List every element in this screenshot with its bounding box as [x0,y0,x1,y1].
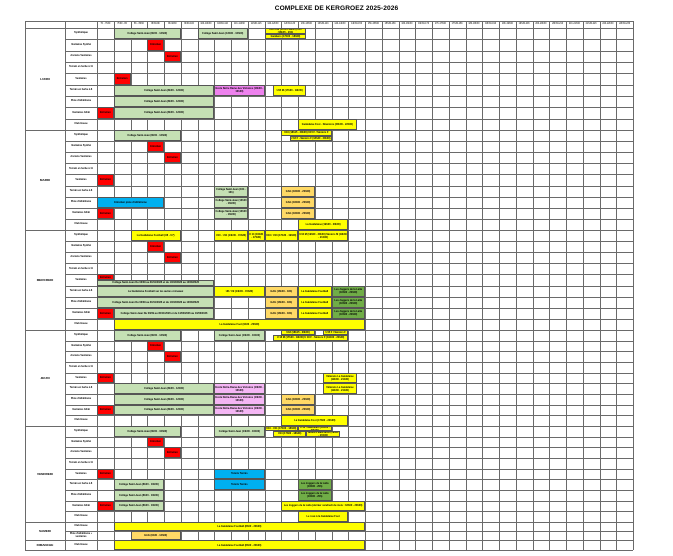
booking-block[interactable]: Vétérans La Guidelaise (19h30 - 21h30) [323,373,357,384]
booking-block[interactable]: Ecole Notre-Dame des Victoires (13h30 - 16h30) [214,394,264,405]
page-title: COMPLEXE DE KERGROEZ 2025-2026 [274,5,399,12]
row-label: Club House [74,542,88,546]
time-header: 9h30-10h [184,23,194,25]
booking-block[interactable]: Collège Saint-Jean (13h00 - 16h00) [214,330,264,341]
booking-block[interactable]: GAG (18h00 - 20h00) [281,405,315,416]
booking-block[interactable]: Collège Saint-Jean (8h00 - 12h00) [114,383,215,394]
booking-block[interactable]: Collège Saint-Jean (8h00 - 12h00) [114,394,215,405]
booking-block[interactable]: Collège Saint-Jean (8h00 - 12h00) [114,405,215,416]
booking-block[interactable]: Entretien [164,51,181,62]
time-header: 8h30-9h [151,23,160,25]
booking-block[interactable]: Les Joggers de la Laïta (18h00 - 20h) [298,479,332,490]
row-label: Club House [74,524,88,528]
row-label: Vestiaires Synthé [71,42,91,46]
row-label: Terrain en herbe à 8 [69,188,93,192]
booking-block[interactable]: Entretien [114,73,131,84]
booking-block[interactable]: Entretien [147,341,164,352]
row-label: Piste d'athlétisme [70,99,92,103]
booking-block[interactable]: Les Joggers de la Laïta (dernier vendredi du mois : 18h00 - 20h00) [281,501,365,512]
row-label: Anciens Vestiaires [70,53,92,57]
booking-block[interactable]: U10 - U11 (14h00 - 15h30) [214,230,248,241]
booking-block[interactable]: U 18 F - Séniors F (18h30 - 20h30) [290,136,331,140]
booking-block[interactable]: La Guidelaise Football [298,286,332,297]
booking-block[interactable]: Ecole Notre-Dame des Victoires (13h30 - 16h30) [214,383,264,394]
time-header: 14h30-15h [351,23,363,25]
time-header: 13h30-14h [317,23,329,25]
grid-line [466,21,467,550]
booking-block[interactable]: Vétérans La Guidelaise (19h30 - 21h30) [323,383,357,394]
booking-block[interactable]: Collège Saint-Jean Du 03/09 au 30/11/2026 et du 14/03/2026 au 10/06/2026 [97,280,214,286]
booking-block[interactable]: Collège Saint-Jean Du 03/09 au 30/11/2026 et du 14/03/2026 au 10/06/2026 [97,297,214,308]
time-header: 22h-22h30 [602,23,614,25]
booking-block[interactable]: Ecole Notre Dame des Victoires (13h30 - 16h30) [214,85,264,96]
booking-block[interactable]: Les Joggers de la Laïta (18h00 - 20h00) [332,308,366,319]
row-label: Vestiaires [75,471,87,475]
grid-line [499,21,500,550]
booking-block[interactable]: Entretien [147,437,164,448]
grid-line [25,550,633,551]
row-label: Synthétique [74,31,88,35]
row-label: Piste d'athlétisme [70,199,92,203]
row-label: Terrain en herbe à 8 [69,482,93,486]
booking-block[interactable]: Entretien [97,501,114,512]
booking-block[interactable]: GAG (18h00 - 20h00) [281,394,315,405]
row-label: Piste d'athlétisme [70,396,92,400]
booking-block[interactable]: U15 M (17h30 - 19h00) [273,85,307,96]
booking-block[interactable]: U16 / U13 (17h30 - 19h00) [265,230,299,241]
row-label: Synthétique [74,233,88,237]
row-label: Vestiaires Synthé [71,439,91,443]
row-label: Piste d'athlétisme + vestiaires [69,531,93,538]
grid-line [65,21,66,550]
row-label: Vestiaires Athlé [72,503,90,507]
booking-block[interactable]: Entretien [97,274,114,280]
time-header: 7h30 - 8h [117,23,127,25]
booking-block[interactable]: La Guidelaise Foot (9h30 - 20h00) [114,319,365,330]
booking-block[interactable]: U 16 - Masculins (18h00 - 20h00) [299,426,330,432]
time-header: 20h-20h30 [535,23,547,25]
booking-block[interactable]: Collège Saint-Jean (8h00 - 12h00) [114,107,215,118]
booking-block[interactable]: U18 (18h15 - 20h00) [281,330,315,335]
row-label: Terrain en herbe à 11 [69,266,93,270]
row-label: Club House [74,222,88,226]
booking-block[interactable]: U8 / U9 (14h00 - 15h30) [214,286,264,297]
booking-block[interactable]: Le rosé à la Guidelaise Foot [298,511,348,522]
booking-block[interactable]: Collège Saint-Jean Du 03/09 au 30/11/2026 et du 14/03/2026 au 10/06/2026 [114,308,215,319]
time-header: 16h-16h30 [401,23,413,25]
booking-block[interactable]: Collège Saint-Jean (8h00 - 12h00) [114,96,215,107]
time-header: 8h - 8h30 [134,23,144,25]
booking-block[interactable]: La Guidelaise Football (8h00 - 20h00) [114,540,365,550]
booking-block[interactable]: Entretien [97,308,114,319]
time-header: 9h-9h30 [168,23,177,25]
booking-block[interactable]: GAG (16h30 - 18h) [265,308,299,319]
grid-line [399,21,400,550]
row-label: Anciens Vestiaires [70,155,92,159]
row-label: Piste d'athlétisme [70,492,92,496]
time-header: 10h30-11h [217,23,229,25]
row-label: Club House [74,514,88,518]
grid-line [415,21,416,550]
booking-block[interactable]: Collège Saint-Jean (8h00 - 10h00) [114,490,164,501]
booking-block[interactable]: Entretien piste d'athlétisme [97,197,164,208]
booking-block[interactable]: Séniors Masculins (19h00 - 20h00) [307,431,339,437]
grid-line [382,21,383,550]
time-header: 14h-14h30 [334,23,346,25]
grid-line [600,21,601,550]
day-label: LUNDI [40,77,50,81]
booking-block[interactable]: Collège Saint-Jean (8h00 - 12h00) [114,130,181,141]
booking-block[interactable]: Entretien [147,141,164,152]
day-label: JEUDI [40,376,50,380]
time-header: 16h30-17h [418,23,430,25]
day-label: SAMEDI [38,529,52,533]
time-header: 21h-21h30 [568,23,580,25]
row-label: Vestiaires [75,277,87,281]
booking-block[interactable]: La Guidelaise Football [298,308,332,319]
row-label: Vestiaires Athlé [72,310,90,314]
booking-block[interactable]: Entretien [97,174,114,185]
row-label: Vestiaires [75,177,87,181]
booking-block[interactable]: Guidelaise Foot - Réunions (20h00 - 22h00) [298,119,357,130]
booking-block[interactable]: Entretien [164,447,181,458]
booking-block[interactable]: GAG (16h30 - 18h) [265,297,299,308]
booking-block[interactable]: GAG (18h00 - 20h00) [281,197,315,208]
booking-block[interactable]: La Guidelaise Football (U8 - U7) [131,230,181,241]
booking-block[interactable]: Gardiens (17h00 - 18h00) [265,34,307,40]
row-label: Club House [74,322,88,326]
booking-block[interactable]: U 14 (16h30 - 17h30) [248,230,265,241]
row-label: Terrain en herbe à 8 [69,87,93,91]
booking-block[interactable]: Entretien [164,152,181,163]
booking-block[interactable]: Collège Saint-Jean (13h00 - 16h00) [214,208,248,219]
booking-block[interactable]: La Guidelaise Foot (17h00 - 22h00) [281,415,348,426]
time-header: 22h30-23h [619,23,631,25]
booking-block[interactable]: Collège Saint-Jean (8h00 - 10h00) [114,479,164,490]
time-header: 19h30-20h [518,23,530,25]
grid-line [432,21,433,550]
day-label: VENDREDI [37,472,53,476]
row-label: Terrain en herbe à 11 [69,65,93,69]
booking-block[interactable]: Collège Saint-Jean (14h00 - 16h00) [214,426,264,437]
booking-block[interactable]: Les Joggers de la Laïta (18h00 - 20h00) [332,286,366,297]
booking-block[interactable]: GAG (9h30 - 12h00) [131,531,181,540]
booking-block[interactable]: Les Joggers de la Laïta (18h00 - 20h00) [332,297,366,308]
booking-block[interactable]: La Guidelaise (19h00 - 20h00) [298,219,348,230]
grid-line [25,21,26,550]
booking-block[interactable]: Les Joggers de la Laïta (18h00 - 20h) [298,490,332,501]
booking-block[interactable]: GAG (16h30 - 18h) [265,286,299,297]
time-header: 15h-15h30 [367,23,379,25]
booking-block[interactable]: Entretien [164,252,181,263]
grid-line [25,21,633,22]
booking-block[interactable]: Entretien [164,351,181,362]
booking-block[interactable]: U12-U13 (17h15-18h45) U11 (18h45 - 20h) [265,28,307,34]
booking-block[interactable]: Collège Saint-Jean (8h00 - 10h00) [114,426,181,437]
booking-block[interactable]: Collège Saint-Jean (8h00 - 12h00) [114,85,215,96]
time-header: 10h-10h30 [200,23,212,25]
row-label: Vestiaires Synthé [71,343,91,347]
booking-block[interactable]: Collège Saint-Jean (16h - 16h) [214,186,248,197]
grid-line [616,21,617,550]
time-header: 15h30-16h [384,23,396,25]
time-header: 20h30-21h [552,23,564,25]
booking-block[interactable]: U15 F / Séniors F [323,330,348,335]
row-label: Vestiaires Synthé [71,144,91,148]
booking-block[interactable]: Collège Saint-Jean (8h00 - 12h00) [114,28,181,39]
time-header: 12h30-13h [284,23,296,25]
grid-line [449,21,450,550]
booking-block[interactable]: Entretien [97,469,114,480]
row-label: Terrain en herbe à 11 [69,166,93,170]
row-label: Terrain en herbe à 8 [69,386,93,390]
grid-line [583,21,584,550]
time-header: 11h-11h30 [234,23,245,25]
booking-block[interactable]: U 18 M (17h30 - 19h00) U 18 F - Séniors F (19h00 - 20h30) [273,335,348,340]
time-header: 19h-19h30 [501,23,513,25]
booking-block[interactable]: Entretien [97,208,114,219]
row-label: Synthétique [74,332,88,336]
grid-line [516,21,517,550]
row-label: Vestiaires Athlé [72,407,90,411]
grid-line [566,21,567,550]
booking-block[interactable]: Entretien [147,39,164,50]
grid-line [549,21,550,550]
booking-block[interactable]: La Guidelaise Football sur les autres créneaux [97,286,214,297]
row-label: Terrain en herbe à 11 [69,364,93,368]
time-header: 11h30-12h [250,23,262,25]
row-label: Vestiaires Athlé [72,210,90,214]
booking-block[interactable]: Collège Saint-Jean (13h00 - 16h00) [198,28,248,39]
row-label: Synthétique [74,133,88,137]
row-label: Club House [74,121,88,125]
day-label: DIMANCHE [36,543,54,547]
day-label: MARDI [39,178,51,182]
time-header: 17h-17h30 [434,23,446,25]
booking-block[interactable]: Collège Saint-Jean (13h00 - 16h00) [214,197,248,208]
booking-block[interactable]: Collège Saint-Jean (8h00 - 10h00) [114,501,164,512]
time-header: 18h-18h30 [468,23,480,25]
booking-block[interactable]: GAG (18h00 - 20h00) [281,186,315,197]
booking-block[interactable]: Entretien [147,241,164,252]
booking-block[interactable]: Ecole Notre-Dame des Victoires (13h30 - 16h30) [214,405,264,416]
row-label: Vestiaires [75,76,87,80]
booking-block[interactable]: Tennis Tennis [214,469,264,480]
time-header: 7h - 7h30 [100,23,111,25]
row-label: Vestiaires Athlé [72,110,90,114]
row-label: Vestiaires Synthé [71,244,91,248]
booking-block[interactable]: U16 (18h15 - 20h00) U15 F / Séniors F [281,130,331,136]
grid-line [533,21,534,550]
time-header: 12h-12h30 [267,23,279,25]
row-label: Piste d'athlétisme [70,299,92,303]
booking-block[interactable]: Entretien [97,107,114,118]
time-header: 17h30-18h [451,23,463,25]
grid-line [633,21,634,550]
time-header: 18h30-19h [485,23,497,25]
booking-block[interactable]: Tennis Tennis [214,479,264,490]
row-label: Club House [74,418,88,422]
booking-block[interactable]: U10 - U11 (17h00 - 18h00) [266,427,297,431]
row-label: Synthétique [74,428,88,432]
booking-block[interactable]: Collège Saint-Jean (8h00 - 12h00) [114,330,181,341]
row-label: Terrain en herbe à 11 [69,460,93,464]
row-label: Terrain en herbe à 8 [69,288,93,292]
booking-block[interactable]: U16 M (19h00 - 20h30) Séniors M (19h30 - 21h00) [298,230,348,241]
booking-block[interactable]: La Guidelaise Football [298,297,332,308]
booking-block[interactable]: Entretien [97,405,114,416]
row-label: Anciens Vestiaires [70,255,92,259]
grid-line [482,21,483,550]
booking-block[interactable]: U14 (17h00 - 18h30) [273,431,307,436]
day-label: MERCREDI [36,278,54,282]
booking-block[interactable]: Entretien [97,373,114,384]
booking-block[interactable]: GAG (18h00 - 20h00) [281,208,315,219]
row-label: Anciens Vestiaires [70,450,92,454]
row-label: Vestiaires [75,375,87,379]
time-header: 21h30-22h [585,23,597,25]
grid-line [365,21,366,550]
booking-block[interactable]: La Guidelaise Football (8h00 - 20h00) [114,522,365,531]
time-header: 13h-13h30 [300,23,312,25]
row-label: Anciens Vestiaires [70,354,92,358]
